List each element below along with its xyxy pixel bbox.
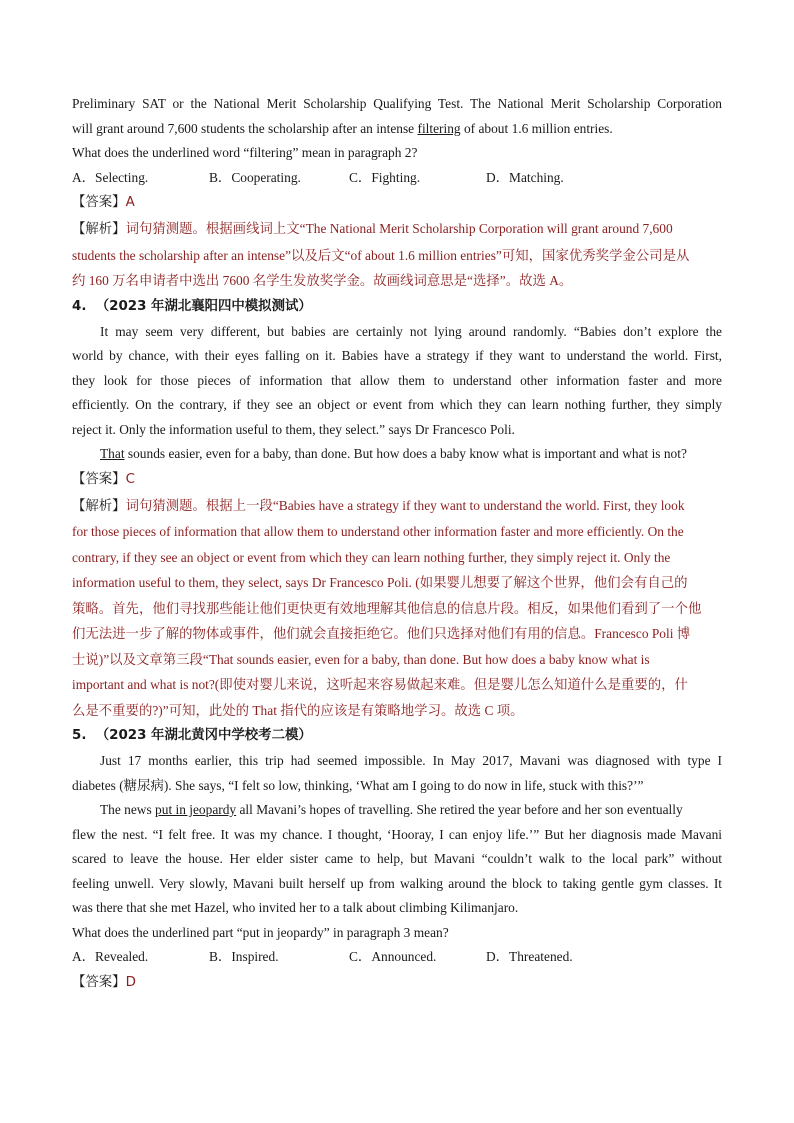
q4-answer — [72, 467, 722, 493]
q5-answer — [72, 970, 722, 996]
q3-passage-line-2 — [72, 117, 722, 142]
q3-analysis-line-1 — [72, 216, 722, 243]
q3-analysis-line-3: 约 160 万名申请者中选出 7600 名学生发放奖学金。故画线词意思是“选择”。故选 A。 — [72, 273, 573, 288]
answer-label: 【答案】 — [72, 195, 126, 210]
answer-value: C — [125, 471, 135, 487]
q3-passage-tail: of about 1.6 million entries. — [460, 120, 613, 136]
q4-analysis — [72, 493, 722, 724]
q5-options — [72, 945, 722, 970]
answer-value: A — [125, 195, 135, 210]
answer-value: D — [125, 974, 136, 990]
q4-para1-line-4: efficiently. On the contrary, if they see an object or event from which they can learn nothing further, they simply — [72, 397, 722, 412]
underlined-word-that: That — [100, 446, 125, 461]
q5-para2-tail: all Mavani’s hopes of travelling. She retired the year before and her son eventually — [236, 802, 683, 817]
analysis-label: 【解析】 — [72, 498, 126, 514]
q4-para1-line-3: they look for those pieces of information that allow them to understand other information faster and more — [72, 372, 722, 388]
q5-question: What does the underlined part “put in jeopardy” in paragraph 3 mean? — [72, 924, 449, 940]
q3-option-a: A．Selecting. — [72, 169, 149, 185]
q4-para1-line-1: It may seem very different, but babies are certainly not lying around randomly. “Babies don’t explore the — [100, 323, 722, 339]
q4-source: （2023 年湖北襄阳四中模拟测试） — [95, 298, 312, 314]
q4-number: 4. — [72, 298, 87, 314]
q4-analysis-line-1 — [72, 493, 722, 520]
q5-para2-line-2: flew the nest. “I felt free. It was my chance. I thought, ‘Hooray, I can enjoy life.’” But her diagnosis made Mavani — [72, 826, 722, 842]
q4-heading — [72, 294, 722, 320]
q5-source: （2023 年湖北黄冈中学校考二模） — [95, 728, 312, 743]
document-content — [72, 92, 722, 996]
q3-option-b: B．Cooperating. — [209, 169, 301, 185]
q3-analysis-text-1: 词句猜测题。根据画线词上文“The National Merit Scholarship Corporation will grant around 7,600 — [125, 221, 673, 236]
q4-para2 — [72, 442, 722, 467]
q5-option-b: B．Inspired. — [209, 949, 279, 964]
q4-para2-text: sounds easier, even for a baby, than done. But how does a baby know what is important and what is not? — [124, 446, 687, 461]
q4-analysis-line-4: information useful to them, they select, says Dr Francesco Poli. (如果婴儿想要了解这个世界，他们会有自己的 — [72, 575, 688, 590]
analysis-label: 【解析】 — [72, 222, 126, 237]
q5-option-d: D．Threatened. — [486, 949, 573, 964]
q3-analysis-line-2: students the scholarship after an intense”以及后文“of about 1.6 million entries”可知，国家优秀奖学金公司是从 — [72, 247, 690, 263]
q4-analysis-line-5: 策略。首先，他们寻找那些能让他们更快更有效地理解其他信息的信息片段。相反，如果他们看到了一个他 — [72, 600, 702, 616]
q3-answer — [72, 190, 722, 216]
q4-analysis-line-9: 么是不重要的?)”可知，此处的 That 指代的应该是有策略地学习。故选 C 项。 — [72, 702, 524, 718]
q4-analysis-line-6: 们无法进一步了解的物体或事件，他们就会直接拒绝它。他们只选择对他们有用的信息。Francesco Poli 博 — [72, 626, 691, 641]
q3-passage-text: will grant around 7,600 students the scholarship after an intense — [72, 120, 418, 136]
q4-para1-line-5: reject it. Only the information useful to them, they select.” says Dr Francesco Poli. — [72, 421, 515, 437]
q5-para1-line-2: diabetes (糖尿病). She says, “I felt so low, thinking, ‘What am I going to do now in life, stuck with this?’” — [72, 777, 644, 793]
q5-para1-line-1: Just 17 months earlier, this trip had seemed impossible. In May 2017, Mavani was diagnosed with type I — [100, 753, 722, 768]
q5-number: 5. — [72, 728, 87, 743]
q4-analysis-line-2: for those pieces of information that allow them to understand other information faster and more efficiently. On the — [72, 524, 684, 539]
q4-analysis-line-3: contrary, if they see an object or event from which they can learn nothing further, they simply reject it. Only the — [72, 549, 671, 565]
q3-passage-line-1: Preliminary SAT or the National Merit Scholarship Qualifying Test. The National Merit Scholarship Corporation — [72, 96, 722, 111]
q5-para2-line-3: scared to leave the house. Her elder sister came to help, but Mavani “couldn’t walk to the local park” without — [72, 851, 722, 866]
q5-para2-line-1 — [72, 798, 722, 823]
q5-para2-line-4: feeling unwell. Very slowly, Mavani built herself up from walking around the block to taking gentle gym classes. It — [72, 875, 722, 891]
q5-para2-head: The news — [100, 802, 156, 817]
q3-question: What does the underlined word “filtering” mean in paragraph 2? — [72, 145, 418, 160]
q4-analysis-line-8: important and what is not?(即使对婴儿来说，这听起来容易做起来难。但是婴儿怎么知道什么是重要的，什 — [72, 677, 688, 692]
underlined-phrase-put-in-jeopardy: put in jeopardy — [155, 802, 237, 817]
answer-label: 【答案】 — [72, 471, 126, 487]
q3-option-d: D．Matching. — [486, 169, 564, 185]
q3-analysis — [72, 216, 722, 294]
q5-para2-line-5: was there that she met Hazel, who invited her to a talk about climbing Kilimanjaro. — [72, 900, 519, 915]
underlined-word-filtering: filtering — [417, 120, 461, 136]
q4-analysis-line-7: 士说)”以及文章第三段“That sounds easier, even for a baby, than done. But how does a baby know what is — [72, 651, 650, 667]
q5-option-a: A．Revealed. — [72, 949, 149, 964]
q4-analysis-text-1: 词句猜测题。根据上一段“Babies have a strategy if they want to understand the world. First, they look — [125, 497, 685, 513]
q4-para1-line-2: world by chance, with their eyes falling on it. Babies have a strategy if they want to understand the world. First, — [72, 348, 722, 363]
q5-heading — [72, 723, 722, 749]
q5-option-c: C．Announced. — [349, 949, 437, 964]
answer-label: 【答案】 — [72, 974, 126, 990]
q3-options — [72, 166, 722, 191]
q3-option-c: C．Fighting. — [349, 169, 421, 185]
